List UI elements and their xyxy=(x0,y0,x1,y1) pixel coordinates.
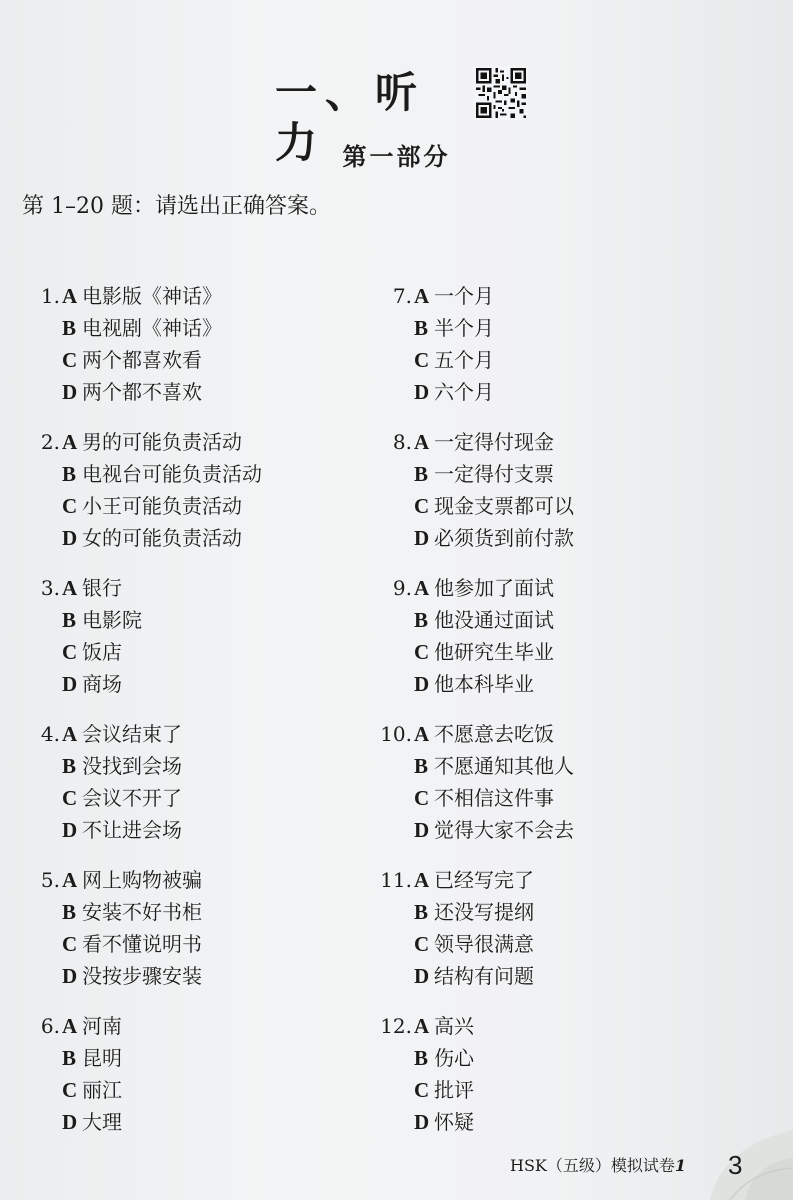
question-item xyxy=(378,426,738,572)
option-letter: A xyxy=(414,1014,430,1038)
option-letter: B xyxy=(62,608,77,632)
option-letter: D xyxy=(62,964,78,988)
answer-option xyxy=(414,1010,474,1042)
question-item xyxy=(28,426,388,572)
option-text: 一定得付现金 xyxy=(434,430,554,454)
option-letter: C xyxy=(414,640,430,664)
option-letter: A xyxy=(62,284,78,308)
option-text: 商场 xyxy=(82,672,122,696)
question-item xyxy=(378,864,738,1010)
answer-option xyxy=(414,376,494,408)
answer-option xyxy=(62,1010,122,1042)
option-letter: B xyxy=(414,462,429,486)
option-text: 男的可能负责活动 xyxy=(82,430,242,454)
option-letter: D xyxy=(414,1110,430,1134)
answer-option xyxy=(62,896,202,928)
option-letter: D xyxy=(414,964,430,988)
option-letter: D xyxy=(62,672,78,696)
option-text: 五个月 xyxy=(434,348,494,372)
option-letter: B xyxy=(62,1046,77,1070)
answer-option xyxy=(414,668,534,700)
option-text: 半个月 xyxy=(434,316,494,340)
question-number: 3. xyxy=(40,576,60,600)
answer-option xyxy=(414,1074,474,1106)
option-text: 觉得大家不会去 xyxy=(434,818,574,842)
option-letter: A xyxy=(414,576,430,600)
answer-option xyxy=(414,280,494,312)
option-letter: B xyxy=(62,316,77,340)
answer-option xyxy=(414,1106,474,1138)
question-item xyxy=(378,718,738,864)
option-letter: C xyxy=(62,1078,78,1102)
option-text: 伤心 xyxy=(434,1046,474,1070)
option-text: 网上购物被骗 xyxy=(82,868,202,892)
option-letter: B xyxy=(62,900,77,924)
instruction-text: 第 1–20 题：请选出正确答案。 xyxy=(22,194,331,219)
answer-option xyxy=(414,636,554,668)
answer-option xyxy=(62,750,182,782)
option-letter: D xyxy=(414,672,430,696)
option-text: 没按步骤安装 xyxy=(82,964,202,988)
question-item xyxy=(28,280,388,426)
answer-option xyxy=(414,864,534,896)
answer-option xyxy=(414,750,574,782)
question-number: 12. xyxy=(380,1014,412,1038)
option-letter: D xyxy=(62,526,78,550)
option-letter: C xyxy=(414,1078,430,1102)
option-text: 不愿通知其他人 xyxy=(434,754,574,778)
option-text: 女的可能负责活动 xyxy=(82,526,242,550)
option-letter: B xyxy=(414,754,429,778)
option-text: 高兴 xyxy=(434,1014,474,1038)
option-letter: A xyxy=(414,722,430,746)
question-item xyxy=(378,572,738,718)
answer-option xyxy=(62,344,202,376)
option-letter: B xyxy=(414,608,429,632)
option-text: 他研究生毕业 xyxy=(434,640,554,664)
answer-option xyxy=(62,376,202,408)
answer-option xyxy=(62,782,182,814)
answer-option xyxy=(62,668,122,700)
option-letter: B xyxy=(414,1046,429,1070)
option-letter: A xyxy=(62,430,78,454)
question-item xyxy=(28,718,388,864)
question-item xyxy=(28,572,388,718)
option-text: 他本科毕业 xyxy=(434,672,534,696)
option-text: 昆明 xyxy=(82,1046,122,1070)
book-title: HSK（五级）模拟试卷 xyxy=(510,1156,675,1175)
answer-option xyxy=(62,1042,122,1074)
answer-option xyxy=(414,896,534,928)
option-letter: C xyxy=(62,786,78,810)
answer-option xyxy=(62,522,242,554)
part-title: 第一部分 xyxy=(342,142,451,171)
option-letter: C xyxy=(62,932,78,956)
option-text: 两个都不喜欢 xyxy=(82,380,202,404)
option-text: 大理 xyxy=(82,1110,122,1134)
option-text: 一定得付支票 xyxy=(434,462,554,486)
question-number: 8. xyxy=(392,430,412,454)
option-text: 银行 xyxy=(82,576,122,600)
option-text: 他参加了面试 xyxy=(434,576,554,600)
question-column-left xyxy=(28,280,388,1156)
option-text: 两个都喜欢看 xyxy=(82,348,202,372)
option-text: 不让进会场 xyxy=(82,818,182,842)
option-text: 饭店 xyxy=(82,640,122,664)
answer-option xyxy=(62,458,262,490)
option-text: 电视剧《神话》 xyxy=(82,316,222,340)
option-letter: B xyxy=(414,900,429,924)
option-text: 他没通过面试 xyxy=(434,608,554,632)
option-text: 安装不好书柜 xyxy=(82,900,202,924)
answer-option xyxy=(62,604,142,636)
question-item xyxy=(378,1010,738,1156)
option-text: 已经写完了 xyxy=(434,868,534,892)
answer-option xyxy=(414,426,554,458)
answer-option xyxy=(62,280,222,312)
answer-option xyxy=(62,426,242,458)
question-number: 2. xyxy=(40,430,60,454)
answer-option xyxy=(414,522,574,554)
question-column-right xyxy=(378,280,738,1156)
answer-option xyxy=(62,1074,122,1106)
answer-option xyxy=(414,458,554,490)
option-letter: A xyxy=(414,430,430,454)
option-letter: B xyxy=(62,754,77,778)
option-letter: D xyxy=(62,818,78,842)
option-letter: A xyxy=(414,284,430,308)
option-letter: A xyxy=(62,868,78,892)
answer-option xyxy=(62,572,122,604)
option-letter: A xyxy=(62,1014,78,1038)
answer-option xyxy=(414,490,574,522)
question-item xyxy=(28,864,388,1010)
option-text: 电影版《神话》 xyxy=(82,284,222,308)
option-text: 一个月 xyxy=(434,284,494,308)
answer-option xyxy=(62,636,122,668)
option-text: 领导很满意 xyxy=(434,932,534,956)
option-letter: C xyxy=(414,494,430,518)
option-text: 结构有问题 xyxy=(434,964,534,988)
option-text: 六个月 xyxy=(434,380,494,404)
answer-option xyxy=(62,814,182,846)
option-text: 还没写提纲 xyxy=(434,900,534,924)
option-text: 会议不开了 xyxy=(82,786,182,810)
question-number: 9. xyxy=(392,576,412,600)
answer-option xyxy=(414,718,554,750)
option-letter: C xyxy=(414,932,430,956)
option-letter: B xyxy=(62,462,77,486)
option-text: 不愿意去吃饭 xyxy=(434,722,554,746)
answer-option xyxy=(62,960,202,992)
question-number: 4. xyxy=(40,722,60,746)
option-text: 现金支票都可以 xyxy=(434,494,574,518)
answer-option xyxy=(414,344,494,376)
qr-code-icon xyxy=(474,66,528,120)
answer-option xyxy=(414,312,494,344)
answer-option xyxy=(62,312,222,344)
question-item xyxy=(28,1010,388,1156)
option-letter: C xyxy=(414,786,430,810)
option-letter: D xyxy=(414,380,430,404)
option-letter: D xyxy=(414,526,430,550)
page-number: 3 xyxy=(728,1150,743,1180)
option-text: 看不懂说明书 xyxy=(82,932,202,956)
option-letter: A xyxy=(62,576,78,600)
option-text: 必须货到前付款 xyxy=(434,526,574,550)
answer-option xyxy=(414,782,554,814)
option-text: 不相信这件事 xyxy=(434,786,554,810)
option-letter: D xyxy=(414,818,430,842)
footer-book-title xyxy=(510,1154,686,1178)
option-text: 河南 xyxy=(82,1014,122,1038)
option-letter: D xyxy=(62,380,78,404)
option-letter: A xyxy=(62,722,78,746)
option-letter: D xyxy=(62,1110,78,1134)
question-item xyxy=(378,280,738,426)
question-number: 5. xyxy=(40,868,60,892)
answer-option xyxy=(414,1042,474,1074)
question-number: 1. xyxy=(40,284,60,308)
option-letter: C xyxy=(62,494,78,518)
option-letter: B xyxy=(414,316,429,340)
question-number: 11. xyxy=(380,868,412,892)
option-text: 会议结束了 xyxy=(82,722,182,746)
answer-option xyxy=(62,928,202,960)
answer-option xyxy=(414,814,574,846)
question-number: 6. xyxy=(40,1014,60,1038)
answer-option xyxy=(414,960,534,992)
book-number: 1 xyxy=(674,1156,687,1175)
option-letter: C xyxy=(62,640,78,664)
answer-option xyxy=(62,490,242,522)
section-title: 一、听 力 xyxy=(275,68,426,167)
option-text: 怀疑 xyxy=(434,1110,474,1134)
option-text: 丽江 xyxy=(82,1078,122,1102)
option-text: 没找到会场 xyxy=(82,754,182,778)
option-letter: C xyxy=(62,348,78,372)
option-text: 小王可能负责活动 xyxy=(82,494,242,518)
option-letter: A xyxy=(414,868,430,892)
leaf-decoration-icon xyxy=(690,1080,793,1200)
option-text: 批评 xyxy=(434,1078,474,1102)
option-text: 电视台可能负责活动 xyxy=(82,462,262,486)
answer-option xyxy=(414,604,554,636)
answer-option xyxy=(62,718,182,750)
question-number: 10. xyxy=(380,722,412,746)
question-number: 7. xyxy=(392,284,412,308)
answer-option xyxy=(414,572,554,604)
answer-option xyxy=(62,864,202,896)
option-text: 电影院 xyxy=(82,608,142,632)
answer-option xyxy=(414,928,534,960)
answer-option xyxy=(62,1106,122,1138)
option-letter: C xyxy=(414,348,430,372)
